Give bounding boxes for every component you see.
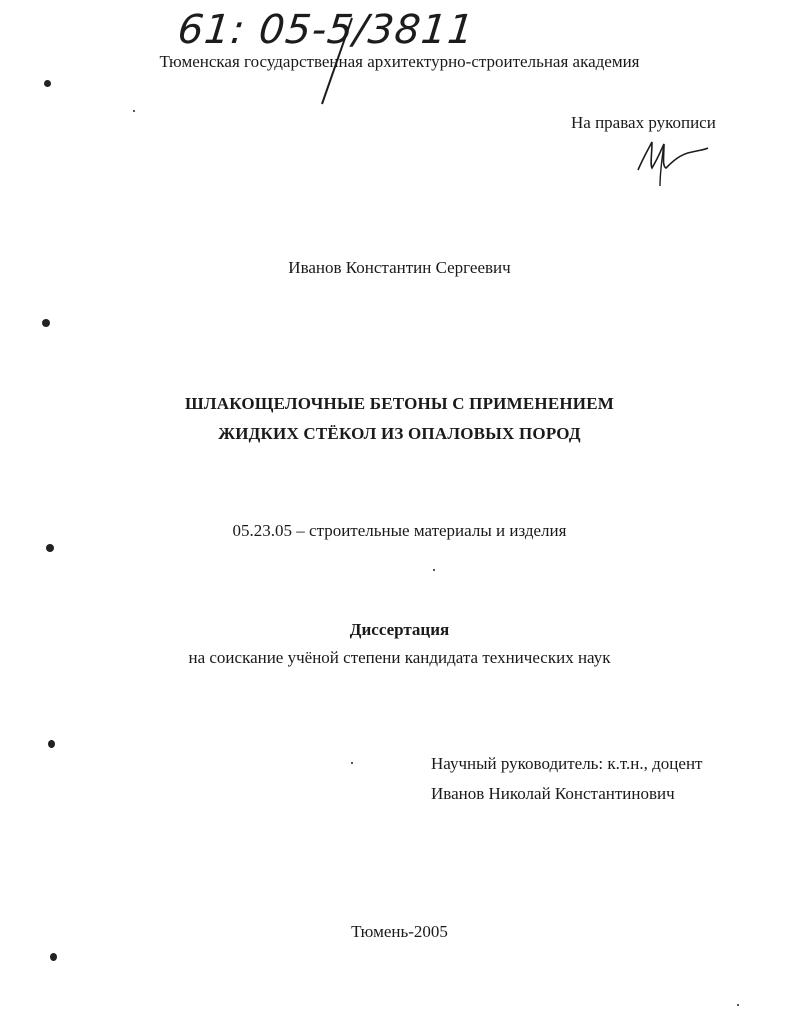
degree-purpose: на соискание учёной степени кандидата технических наук (188, 648, 611, 667)
thesis-title-line-1: ШЛАКОЩЕЛОЧНЫЕ БЕТОНЫ С ПРИМЕНЕНИЕМ (185, 394, 614, 413)
supervisor-name: Иванов Николай Константинович (431, 784, 675, 803)
scan-mark (48, 740, 55, 748)
scan-mark (44, 80, 51, 87)
signature-icon (630, 128, 710, 192)
scan-mark (133, 110, 135, 112)
scan-mark (351, 762, 353, 764)
scan-mark (50, 953, 57, 961)
thesis-title-line-2: ЖИДКИХ СТЁКОЛ ИЗ ОПАЛОВЫХ ПОРОД (218, 424, 581, 443)
place-and-year: Тюмень-2005 (351, 922, 448, 941)
scan-mark (737, 1004, 739, 1006)
document-type: Диссертация (349, 620, 450, 639)
institution-name: Тюменская государственная архитектурно-строительная академия (159, 52, 640, 71)
supervisor-label: Научный руководитель: к.т.н., доцент (431, 754, 703, 773)
scan-mark (46, 544, 54, 552)
handwritten-archive-code: 61: 05-5/3811 (175, 7, 477, 53)
rights-note: На правах рукописи (571, 113, 716, 132)
scan-mark (433, 569, 435, 571)
author-name: Иванов Константин Сергеевич (288, 258, 511, 277)
specialty-code: 05.23.05 – строительные материалы и изделия (232, 521, 567, 540)
scan-mark (42, 319, 50, 327)
